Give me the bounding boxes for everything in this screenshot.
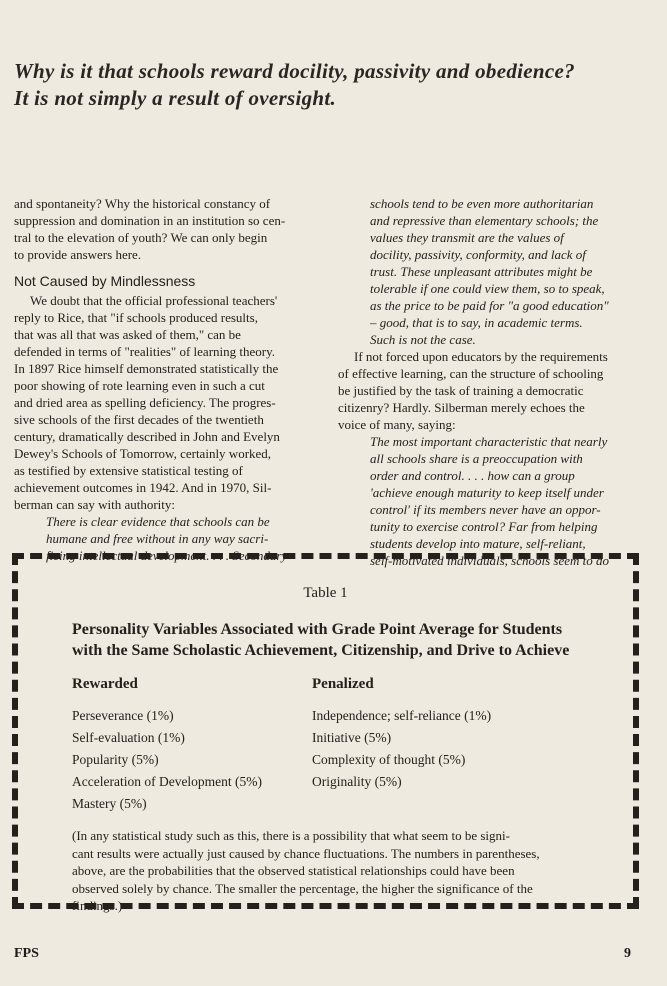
rewarded-list — [72, 705, 262, 815]
text-line: achievement outcomes in 1942. And in 1970, Sil- — [14, 480, 272, 495]
quote-line: tolerable if one could view them, so to speak, — [370, 281, 605, 296]
text-line: sive schools of the first decades of the twentieth — [14, 412, 264, 427]
quote-line: trust. These unpleasant attributes might be — [370, 264, 593, 279]
text-line: If not forced upon educators by the requirements — [354, 349, 608, 364]
table-box — [12, 553, 639, 913]
penalized-list — [312, 705, 491, 793]
text-line: reply to Rice, that "if schools produced results, — [14, 310, 258, 325]
text-line: poor showing of rote learning even in such a cut — [14, 378, 265, 393]
page-number: 9 — [624, 946, 631, 961]
quote-line: tunity to exercise control? Far from helping — [370, 519, 598, 534]
note-line: above, are the probabilities that the observed statistical relationships could have been — [72, 863, 515, 878]
table-subtitle — [72, 619, 569, 661]
table-subtitle-line: Personality Variables Associated with Grade Point Average for Students — [72, 621, 563, 638]
list-item: Self-evaluation (1%) — [72, 730, 185, 745]
section-heading: Not Caused by Mindlessness — [14, 273, 196, 289]
text-line: berman can say with authority: — [14, 497, 176, 512]
text-line: as testified by extensive statistical testing of — [14, 463, 243, 478]
quote-line: values they transmit are the values of — [370, 230, 564, 245]
text-line: defended in terms of "realities" of learning theory. — [14, 344, 276, 359]
list-item: Originality (5%) — [312, 774, 402, 789]
quote-line: There is clear evidence that schools can be — [46, 514, 270, 529]
rewarded-heading: Rewarded — [72, 676, 138, 692]
pull-quote — [14, 58, 654, 112]
quote-line: self-motivated individuals, schools seem to do — [370, 553, 610, 568]
text-line: tral to the elevation of youth? We can only begin — [14, 230, 268, 245]
text-line: to provide answers here. — [14, 247, 142, 262]
list-item: Independence; self-reliance (1%) — [312, 708, 492, 723]
quote-line: docility, passivity, conformity, and lack of — [370, 247, 586, 262]
list-item: Initiative (5%) — [312, 730, 392, 745]
quote-line: 'achieve enough maturity to keep itself under — [370, 485, 604, 500]
quote-line: schools tend to be even more authoritarian — [370, 196, 594, 211]
left-column — [14, 195, 319, 564]
quote-line: – good, that is to say, in academic terms. — [370, 315, 583, 330]
text-line: of effective learning, can the structure of schooling — [338, 366, 604, 381]
quote-line: humane and free without in any way sacri- — [46, 531, 269, 546]
text-line: century, dramatically described in John and Evelyn — [14, 429, 280, 444]
quote-line: control' if its members never have an oppor- — [370, 502, 601, 517]
quote-line: ficing intellectual development. . . . Secondary — [46, 548, 288, 563]
quote-line: as the price to be paid for "a good education" — [370, 298, 609, 313]
table-subtitle-line: with the Same Scholastic Achievement, Citizenship, and Drive to Achieve — [72, 642, 570, 659]
text-line: and dried area as spelling deficiency. The progres- — [14, 395, 276, 410]
footer-publication: FPS — [14, 946, 39, 961]
list-item: Acceleration of Development (5%) — [72, 774, 263, 789]
penalized-heading: Penalized — [312, 676, 374, 692]
pull-quote-line: Why is it that schools reward docility, passivity and obedience? — [14, 59, 575, 83]
quote-line: order and control. . . . how can a group — [370, 468, 575, 483]
text-line: citizenry? Hardly. Silberman merely echoes the — [338, 400, 585, 415]
quote-line: and repressive than elementary schools; the — [370, 213, 599, 228]
note-line: observed solely by chance. The smaller the percentage, the higher the significance of the — [72, 880, 533, 896]
text-line: be justified by the task of training a democratic — [338, 383, 584, 398]
pull-quote-line: It is not simply a result of oversight. — [14, 86, 337, 110]
table-title: Table 1 — [303, 585, 348, 601]
text-line: and spontaneity? Why the historical constancy of — [14, 196, 271, 211]
quote-line: The most important characteristic that nearly — [370, 434, 608, 449]
text-line: We doubt that the official professional teachers' — [30, 293, 278, 308]
quote-line: Such is not the case. — [370, 332, 476, 347]
table-note — [72, 827, 540, 915]
list-item: Popularity (5%) — [72, 752, 159, 767]
text-line: Dewey's Schools of Tomorrow, certainly worked, — [14, 446, 272, 461]
note-line: findings.) — [72, 898, 123, 913]
note-line: (In any statistical study such as this, there is a possibility that what seem to be signi- — [72, 828, 510, 843]
text-line: In 1897 Rice himself demonstrated statistically the — [14, 361, 279, 376]
list-item: Mastery (5%) — [72, 796, 147, 811]
quote-line: all schools share is a preoccupation with — [370, 451, 583, 466]
text-line: voice of many, saying: — [338, 417, 456, 432]
note-line: cant results were actually just caused by chance fluctuations. The numbers in parentheses, — [72, 845, 540, 861]
right-column — [338, 195, 653, 569]
text-line: suppression and domination in an institution so cen- — [14, 213, 286, 228]
text-line: that was all that was asked of them," can be — [14, 327, 241, 342]
list-item: Complexity of thought (5%) — [312, 752, 466, 767]
list-item: Perseverance (1%) — [72, 708, 174, 723]
quote-line: students develop into mature, self-reliant, — [370, 536, 586, 551]
